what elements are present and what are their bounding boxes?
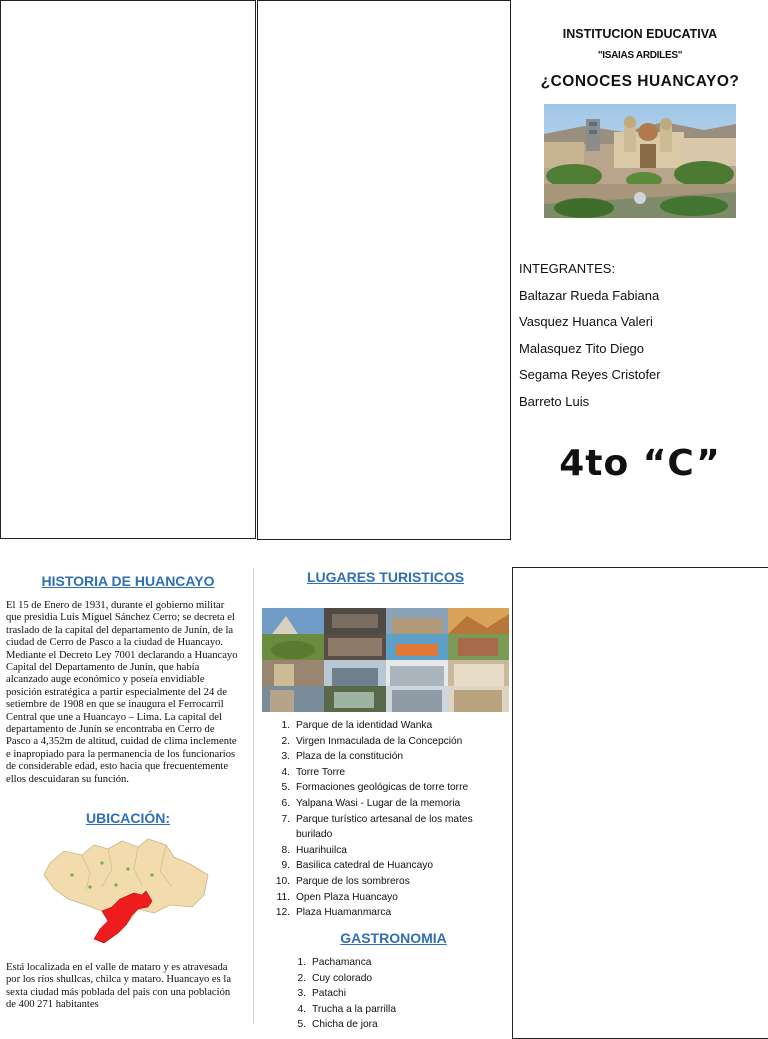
text-line: e inapropiado para la permanencia de los funcionarios bbox=[6, 748, 236, 760]
list-item: 4. Torre Torre bbox=[281, 766, 346, 778]
text-line: Central que une a Huancayo – Lima. La capital del bbox=[6, 711, 222, 723]
text-line: ciudad de Cerro de Pasco a la ciudad de Huancayo. bbox=[6, 637, 224, 649]
list-item: burilado bbox=[296, 829, 333, 841]
list-item: 2. Cuy colorado bbox=[297, 972, 373, 984]
list-item: 8. Huarihuilca bbox=[281, 844, 347, 856]
text-line: traslado de la capital del departamento de Junín, de la bbox=[6, 624, 234, 636]
grade-label: 4to “C” bbox=[559, 443, 721, 484]
text-line: Capital del Departamento de Junín, que había bbox=[6, 662, 200, 674]
list-item: 9. Basilica catedral de Huancayo bbox=[281, 860, 434, 872]
list-item: 3. Patachi bbox=[297, 988, 346, 1000]
text-line: alcanzado auge económico y poseía envidiable bbox=[6, 674, 205, 686]
huancayo-map bbox=[42, 835, 212, 947]
places-heading: LUGARES TURISTICOS bbox=[306, 569, 465, 585]
list-item: 4. Trucha a la parrilla bbox=[297, 1003, 396, 1015]
history-text bbox=[6, 600, 253, 786]
location-text bbox=[6, 962, 253, 1012]
list-item: 7. Parque turístico artesanal de los mates bbox=[281, 813, 473, 825]
list-item: 10. Parque de los sombreros bbox=[275, 875, 410, 887]
institution-label: INSTITUCION EDUCATIVA bbox=[562, 27, 718, 41]
list-item: 11. Open Plaza Huancayo bbox=[276, 891, 398, 903]
text-line: Está localizada en el valle de mataro y es atravesada bbox=[6, 962, 228, 973]
text-line: Mediante el Decreto Ley 7001 declarando a Huancayo bbox=[6, 649, 238, 661]
list-item: 12. Plaza Huamanmarca bbox=[275, 907, 392, 919]
text-line: posición estratégica a partir especialmente del 24 de bbox=[6, 686, 227, 698]
tourist-photo-collage bbox=[262, 608, 509, 712]
members-list bbox=[519, 256, 661, 415]
location-heading: UBICACIÓN: bbox=[86, 810, 170, 826]
text-line: departamento de Junín se encontraba en Cerro de bbox=[6, 724, 215, 736]
blank-panel-bottom-right bbox=[512, 567, 768, 1039]
list-item: 5. Formaciones geológicas de torre torre bbox=[281, 782, 469, 794]
members-label: INTEGRANTES: bbox=[519, 261, 616, 276]
blank-panel-left bbox=[0, 0, 256, 539]
list-item: 6. Yalpana Wasi - Lugar de la memoria bbox=[281, 797, 461, 809]
places-list bbox=[274, 718, 509, 921]
member-name: Vasquez Huanca Valeri bbox=[519, 314, 653, 329]
food-list bbox=[290, 955, 490, 1033]
member-name: Barreto Luis bbox=[519, 393, 590, 409]
huancayo-plaza-photo bbox=[544, 104, 736, 218]
list-item: 3. Plaza de la constitución bbox=[281, 751, 404, 763]
history-heading: HISTORIA DE HUANCAYO bbox=[41, 573, 215, 589]
list-item: 1. Parque de la identidad Wanka bbox=[281, 720, 433, 731]
member-name: Segama Reyes Cristofer bbox=[519, 367, 661, 382]
cover-question: ¿CONOCES HUANCAYO? bbox=[540, 73, 740, 90]
text-line: de 400 271 habitantes bbox=[6, 999, 99, 1011]
text-line: por los ríos shullcas, chilca y mataro. Huancayo es la bbox=[6, 974, 232, 986]
column-divider bbox=[253, 568, 254, 1024]
food-heading: GASTRONOMIA bbox=[340, 930, 447, 946]
member-name: Malasquez Tito Diego bbox=[519, 340, 645, 356]
text-line: que presidia Luis Miguel Sánchez Cerro; se decreta el bbox=[6, 612, 235, 624]
member-name: Baltazar Rueda Fabiana bbox=[519, 287, 660, 303]
list-item: 1. Pachamanca bbox=[297, 957, 372, 968]
text-line: El 15 de Enero de 1931, durante el gobierno militar bbox=[6, 600, 225, 611]
list-item: 5. Chicha de jora bbox=[297, 1019, 378, 1031]
text-line: sexta ciudad más poblada del pais con una población bbox=[6, 986, 231, 998]
school-name: "ISAIAS ARDILES" bbox=[597, 50, 683, 61]
list-item: 2. Virgen Inmaculada de la Concepción bbox=[281, 735, 463, 747]
text-line: Pasco a 4,352m de altitud, cuidad de clima inclemente bbox=[6, 736, 237, 748]
text-line: ellos descuidaran su función. bbox=[6, 773, 129, 785]
blank-panel-middle bbox=[257, 0, 511, 540]
text-line: de considerable edad, esto hacia que frecuentemente bbox=[6, 761, 229, 773]
text-line: setiembre de 1908 en que se inaugura el Ferrocarril bbox=[6, 699, 224, 711]
